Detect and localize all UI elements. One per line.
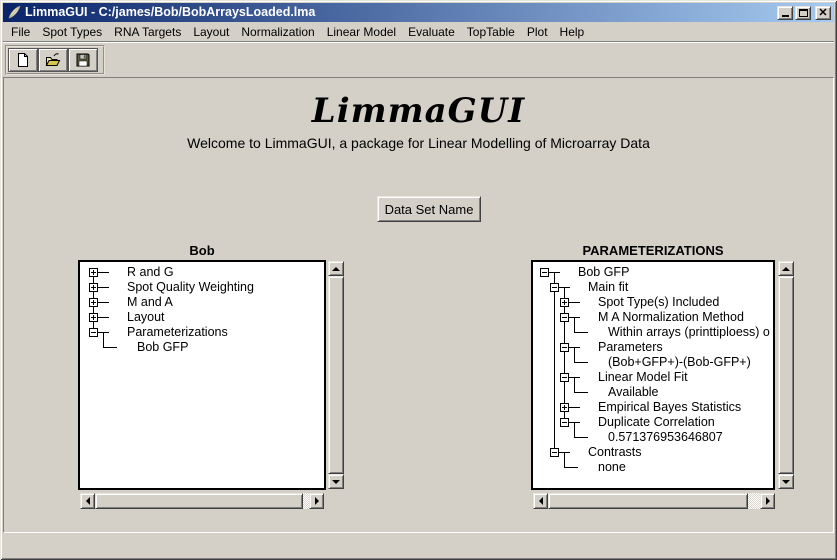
tree-connector-line (574, 332, 588, 333)
tree-connector-line (569, 407, 580, 408)
bob-tree-hscrollbar[interactable] (80, 493, 324, 509)
arrow-right-icon (315, 497, 319, 505)
menu-toptable[interactable]: TopTable (466, 24, 515, 39)
scroll-right-button[interactable] (760, 493, 775, 509)
menu-linear-model[interactable]: Linear Model (326, 24, 397, 39)
tree-connector-line (564, 287, 565, 422)
tree-connector-line (549, 272, 560, 273)
main-content (3, 77, 834, 533)
arrow-down-icon (332, 480, 340, 484)
tree-connector-line (559, 452, 570, 453)
tree-connector-line (569, 377, 580, 378)
toolbar (3, 43, 834, 77)
tree-node-label[interactable]: Linear Model Fit (598, 370, 688, 384)
tree-expand-box[interactable] (560, 403, 569, 412)
scroll-left-button[interactable] (533, 493, 548, 509)
bob-tree[interactable] (78, 260, 326, 490)
arrow-left-icon (86, 497, 90, 505)
hscrollbar-thumb[interactable] (95, 493, 303, 509)
menu-help[interactable]: Help (559, 24, 585, 39)
tree-node-label[interactable]: M and A (127, 295, 173, 309)
arrow-up-icon (332, 267, 340, 271)
tree-node-label[interactable]: Within arrays (printtiploess) o (608, 325, 770, 339)
tree-expand-box[interactable] (89, 268, 98, 277)
menu-layout[interactable]: Layout (193, 24, 230, 39)
tree-collapse-box[interactable] (550, 448, 559, 457)
tree-node-label[interactable]: Bob GFP (578, 265, 630, 279)
scroll-left-button[interactable] (80, 493, 95, 509)
menu-bar (3, 22, 834, 41)
scroll-right-button[interactable] (309, 493, 324, 509)
tree-node-label[interactable]: Main fit (588, 280, 629, 294)
tree-connector-line (574, 362, 588, 363)
tree-connector-line (569, 347, 580, 348)
tree-connector-line (569, 302, 580, 303)
tree-collapse-box[interactable] (560, 373, 569, 382)
tcl-feather-icon (7, 5, 22, 20)
tree-collapse-box[interactable] (540, 268, 549, 277)
scroll-up-button[interactable] (778, 261, 794, 276)
tree-connector-line (103, 347, 117, 348)
tree-connector-line (559, 287, 570, 288)
tree-node-label[interactable]: Parameters (598, 340, 663, 354)
app-heading: LimmaGUI (311, 91, 526, 131)
welcome-subtitle: Welcome to LimmaGUI, a package for Linear Modelling of Microarray Data (187, 135, 650, 151)
tree-connector-line (98, 272, 109, 273)
tree-connector-line (569, 317, 580, 318)
scroll-down-button[interactable] (778, 474, 794, 489)
tree-collapse-box[interactable] (89, 328, 98, 337)
tree-connector-line (574, 347, 575, 362)
tree-connector-line (574, 422, 575, 437)
parameterizations-tree-hscrollbar[interactable] (533, 493, 775, 509)
tree-node-label[interactable]: Spot Type(s) Included (598, 295, 720, 309)
arrow-up-icon (782, 267, 790, 271)
toolbar-frame (5, 45, 105, 75)
tree-connector-line (569, 422, 580, 423)
tree-connector-line (574, 437, 588, 438)
tree-collapse-box[interactable] (560, 418, 569, 427)
data-set-name-button[interactable]: Data Set Name (377, 196, 481, 222)
tree-collapse-box[interactable] (560, 313, 569, 322)
tree-connector-line (564, 452, 565, 467)
window-title: LimmaGUI - C:/james/Bob/BobArraysLoaded.lma (25, 5, 316, 19)
bob-tree-vscrollbar[interactable] (328, 261, 344, 489)
tree-connector-line (554, 272, 555, 452)
save-floppy-icon (75, 52, 91, 68)
tree-connector-line (564, 467, 578, 468)
vscrollbar-thumb[interactable] (328, 276, 344, 474)
tree-node-label[interactable]: Available (608, 385, 659, 399)
maximize-button[interactable] (795, 6, 811, 20)
tree-node-label[interactable]: R and G (127, 265, 174, 279)
tree-connector-line (98, 287, 109, 288)
new-document-icon (15, 52, 31, 68)
tree-node-label[interactable]: Layout (127, 310, 165, 324)
parameterizations-tree[interactable] (531, 260, 775, 490)
tree-node-label[interactable]: Parameterizations (127, 325, 228, 339)
maximize-icon (799, 9, 808, 17)
tree-expand-box[interactable] (89, 298, 98, 307)
minimize-button[interactable] (777, 6, 793, 20)
tree-node-label[interactable]: Duplicate Correlation (598, 415, 715, 429)
tree-node-label[interactable]: (Bob+GFP+)-(Bob-GFP+) (608, 355, 751, 369)
menu-plot[interactable]: Plot (526, 24, 548, 39)
tree-node-label[interactable]: M A Normalization Method (598, 310, 744, 324)
open-file-button[interactable] (38, 48, 68, 72)
vscrollbar-thumb[interactable] (778, 276, 794, 474)
tree-connector-line (574, 317, 575, 332)
close-button[interactable] (815, 6, 831, 20)
menu-rna-targets[interactable]: RNA Targets (114, 24, 182, 39)
new-file-button[interactable] (8, 48, 38, 72)
menu-normalization[interactable]: Normalization (241, 24, 315, 39)
parameterizations-panel-header: PARAMETERIZATIONS (582, 243, 724, 258)
tree-node-label[interactable]: Empirical Bayes Statistics (598, 400, 742, 414)
tree-connector-line (98, 332, 109, 333)
tree-node-label[interactable]: Spot Quality Weighting (127, 280, 254, 294)
tree-expand-box[interactable] (89, 283, 98, 292)
tree-node-label[interactable]: 0.571376953646807 (608, 430, 723, 444)
tree-collapse-box[interactable] (560, 343, 569, 352)
scroll-down-button[interactable] (328, 474, 344, 489)
menu-evaluate[interactable]: Evaluate (408, 24, 455, 39)
tree-connector-line (98, 317, 109, 318)
arrow-down-icon (782, 480, 790, 484)
tree-node-label[interactable]: Bob GFP (137, 340, 189, 354)
tree-connector-line (574, 392, 588, 393)
tree-connector-line (98, 302, 109, 303)
tree-expand-box[interactable] (89, 313, 98, 322)
close-icon: ✕ (818, 6, 828, 19)
minimize-icon (782, 15, 789, 17)
bob-panel-header: Bob (189, 243, 215, 258)
title-bar[interactable] (3, 3, 834, 22)
save-file-button[interactable] (68, 48, 98, 72)
menu-spot-types[interactable]: Spot Types (42, 24, 103, 39)
menu-file[interactable]: File (11, 24, 31, 39)
scroll-up-button[interactable] (328, 261, 344, 276)
hscrollbar-thumb[interactable] (548, 493, 748, 509)
parameterizations-tree-vscrollbar[interactable] (778, 261, 794, 489)
open-folder-icon (45, 52, 61, 68)
tree-node-label[interactable]: none (598, 460, 626, 474)
tree-connector-line (574, 377, 575, 392)
tree-expand-box[interactable] (560, 298, 569, 307)
arrow-left-icon (539, 497, 543, 505)
tree-connector-line (103, 332, 104, 347)
tree-node-label[interactable]: Contrasts (588, 445, 642, 459)
tree-collapse-box[interactable] (550, 283, 559, 292)
arrow-right-icon (766, 497, 770, 505)
